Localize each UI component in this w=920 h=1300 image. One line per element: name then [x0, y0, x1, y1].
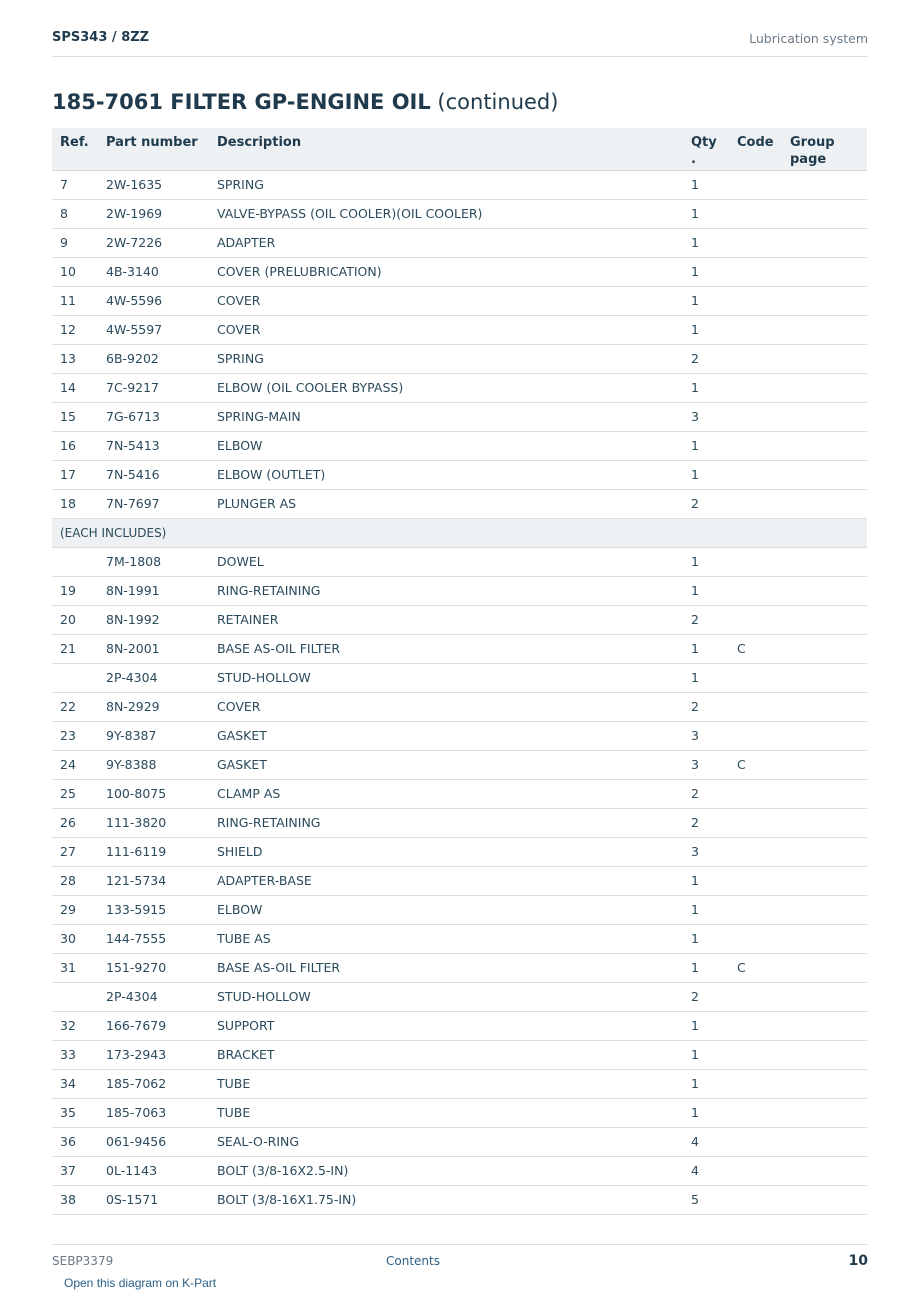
table-row	[52, 634, 867, 663]
ref-cell: 33	[52, 1040, 98, 1069]
ref-cell: 14	[52, 373, 98, 402]
group-page-cell	[782, 692, 867, 721]
description-cell: BASE AS-OIL FILTER	[209, 634, 683, 663]
qty-cell: 2	[683, 489, 729, 518]
code-cell: C	[729, 750, 782, 779]
part-number-cell: 166-7679	[98, 1011, 209, 1040]
qty-cell: 1	[683, 431, 729, 460]
code-cell: C	[729, 634, 782, 663]
group-page-cell	[782, 1156, 867, 1185]
description-cell: TUBE AS	[209, 924, 683, 953]
qty-cell: 1	[683, 228, 729, 257]
code-cell	[729, 228, 782, 257]
description-cell: SPRING	[209, 170, 683, 199]
part-number-cell: 2W-1635	[98, 170, 209, 199]
description-cell: BASE AS-OIL FILTER	[209, 953, 683, 982]
group-page-cell	[782, 373, 867, 402]
qty-cell: 4	[683, 1156, 729, 1185]
ref-cell: 11	[52, 286, 98, 315]
table-row	[52, 286, 867, 315]
qty-cell: 2	[683, 982, 729, 1011]
description-cell: ELBOW	[209, 895, 683, 924]
column-header-code: Code	[729, 128, 782, 170]
part-number-cell: 8N-2001	[98, 634, 209, 663]
table-row	[52, 576, 867, 605]
group-page-cell	[782, 663, 867, 692]
ref-cell	[52, 663, 98, 692]
document-id: SPS343 / 8ZZ	[52, 30, 150, 45]
part-number-cell: 185-7062	[98, 1069, 209, 1098]
group-page-cell	[782, 866, 867, 895]
kpart-diagram-link[interactable]: Open this diagram on K-Part	[64, 1276, 217, 1290]
description-cell: TUBE	[209, 1098, 683, 1127]
qty-cell: 1	[683, 315, 729, 344]
part-number-cell: 111-3820	[98, 808, 209, 837]
ref-cell: 18	[52, 489, 98, 518]
code-cell	[729, 257, 782, 286]
code-cell	[729, 576, 782, 605]
part-number-cell: 133-5915	[98, 895, 209, 924]
description-cell: ELBOW (OUTLET)	[209, 460, 683, 489]
qty-cell: 4	[683, 1127, 729, 1156]
page-number: 10	[848, 1253, 868, 1269]
description-cell: BRACKET	[209, 1040, 683, 1069]
parts-table-body	[52, 170, 867, 1214]
group-page-cell	[782, 779, 867, 808]
table-row	[52, 315, 867, 344]
qty-cell: 3	[683, 837, 729, 866]
code-cell	[729, 489, 782, 518]
code-cell	[729, 605, 782, 634]
qty-cell: 1	[683, 1040, 729, 1069]
qty-cell: 1	[683, 924, 729, 953]
part-number-cell: 2P-4304	[98, 663, 209, 692]
table-row	[52, 1011, 867, 1040]
table-row	[52, 460, 867, 489]
parts-table	[52, 128, 867, 1215]
ref-cell: 13	[52, 344, 98, 373]
qty-cell: 1	[683, 634, 729, 663]
code-cell	[729, 1156, 782, 1185]
table-row	[52, 953, 867, 982]
title-part-name: 185-7061 FILTER GP-ENGINE OIL	[52, 90, 431, 114]
group-page-cell	[782, 634, 867, 663]
description-cell: RING-RETAINING	[209, 576, 683, 605]
group-page-cell	[782, 199, 867, 228]
qty-cell: 3	[683, 721, 729, 750]
part-number-cell: 111-6119	[98, 837, 209, 866]
group-page-cell	[782, 1011, 867, 1040]
part-number-cell: 173-2943	[98, 1040, 209, 1069]
description-cell: STUD-HOLLOW	[209, 663, 683, 692]
description-cell: GASKET	[209, 721, 683, 750]
code-cell	[729, 1098, 782, 1127]
code-cell	[729, 431, 782, 460]
table-row	[52, 1127, 867, 1156]
qty-cell: 1	[683, 460, 729, 489]
ref-cell: 19	[52, 576, 98, 605]
column-header-part-number: Part number	[98, 128, 209, 170]
qty-cell: 1	[683, 866, 729, 895]
description-cell: PLUNGER AS	[209, 489, 683, 518]
qty-cell: 2	[683, 344, 729, 373]
code-cell	[729, 721, 782, 750]
description-cell: SUPPORT	[209, 1011, 683, 1040]
description-cell: COVER	[209, 286, 683, 315]
qty-cell: 1	[683, 373, 729, 402]
part-number-cell: 7N-5413	[98, 431, 209, 460]
ref-cell: 24	[52, 750, 98, 779]
part-number-cell: 7N-7697	[98, 489, 209, 518]
group-page-cell	[782, 344, 867, 373]
table-row	[52, 431, 867, 460]
ref-cell: 38	[52, 1185, 98, 1214]
group-page-cell	[782, 228, 867, 257]
ref-cell: 28	[52, 866, 98, 895]
description-cell: ADAPTER-BASE	[209, 866, 683, 895]
table-row	[52, 1156, 867, 1185]
ref-cell: 15	[52, 402, 98, 431]
ref-cell: 16	[52, 431, 98, 460]
qty-cell: 3	[683, 402, 729, 431]
qty-cell: 3	[683, 750, 729, 779]
qty-cell: 1	[683, 286, 729, 315]
table-row	[52, 489, 867, 518]
group-label: (EACH INCLUDES)	[52, 518, 867, 547]
part-number-cell: 185-7063	[98, 1098, 209, 1127]
qty-cell: 2	[683, 605, 729, 634]
description-cell: DOWEL	[209, 547, 683, 576]
table-row	[52, 547, 867, 576]
ref-cell: 21	[52, 634, 98, 663]
code-cell	[729, 837, 782, 866]
ref-cell: 35	[52, 1098, 98, 1127]
title-suffix: (continued)	[430, 90, 559, 114]
column-header-ref: Ref.	[52, 128, 98, 170]
page-footer	[52, 1244, 868, 1275]
table-row	[52, 605, 867, 634]
description-cell: SPRING	[209, 344, 683, 373]
group-page-cell	[782, 257, 867, 286]
code-cell	[729, 402, 782, 431]
code-cell	[729, 199, 782, 228]
code-cell	[729, 866, 782, 895]
page-header	[52, 28, 868, 57]
group-page-cell	[782, 953, 867, 982]
part-number-cell: 144-7555	[98, 924, 209, 953]
part-number-cell: 0L-1143	[98, 1156, 209, 1185]
column-header-group-page: Group page	[782, 128, 867, 170]
table-row	[52, 663, 867, 692]
description-cell: COVER (PRELUBRICATION)	[209, 257, 683, 286]
contents-link[interactable]: Contents	[386, 1254, 440, 1268]
group-page-cell	[782, 605, 867, 634]
qty-cell: 1	[683, 1011, 729, 1040]
group-page-cell	[782, 460, 867, 489]
group-page-cell	[782, 431, 867, 460]
group-page-cell	[782, 576, 867, 605]
group-page-cell	[782, 1098, 867, 1127]
section-name: Lubrication system	[749, 31, 868, 46]
code-cell	[729, 170, 782, 199]
ref-cell: 29	[52, 895, 98, 924]
description-cell: GASKET	[209, 750, 683, 779]
qty-cell: 2	[683, 808, 729, 837]
part-number-cell: 0S-1571	[98, 1185, 209, 1214]
code-cell	[729, 547, 782, 576]
group-page-cell	[782, 315, 867, 344]
page-title	[52, 90, 558, 114]
group-page-cell	[782, 1040, 867, 1069]
description-cell: TUBE	[209, 1069, 683, 1098]
ref-cell: 31	[52, 953, 98, 982]
code-cell	[729, 1127, 782, 1156]
part-number-cell: 6B-9202	[98, 344, 209, 373]
code-cell	[729, 460, 782, 489]
code-cell: C	[729, 953, 782, 982]
qty-cell: 1	[683, 663, 729, 692]
table-row	[52, 344, 867, 373]
group-page-cell	[782, 170, 867, 199]
group-page-cell	[782, 837, 867, 866]
table-row	[52, 402, 867, 431]
code-cell	[729, 895, 782, 924]
ref-cell: 20	[52, 605, 98, 634]
qty-cell: 1	[683, 170, 729, 199]
description-cell: COVER	[209, 692, 683, 721]
part-number-cell: 7M-1808	[98, 547, 209, 576]
ref-cell: 26	[52, 808, 98, 837]
qty-cell: 1	[683, 895, 729, 924]
table-row	[52, 373, 867, 402]
ref-cell: 12	[52, 315, 98, 344]
part-number-cell: 061-9456	[98, 1127, 209, 1156]
table-row	[52, 257, 867, 286]
code-cell	[729, 779, 782, 808]
group-page-cell	[782, 1185, 867, 1214]
description-cell: COVER	[209, 315, 683, 344]
qty-cell: 1	[683, 1098, 729, 1127]
qty-cell: 2	[683, 692, 729, 721]
qty-cell: 1	[683, 199, 729, 228]
ref-cell: 37	[52, 1156, 98, 1185]
part-number-cell: 4W-5597	[98, 315, 209, 344]
group-page-cell	[782, 721, 867, 750]
table-row	[52, 721, 867, 750]
code-cell	[729, 344, 782, 373]
part-number-cell: 8N-1991	[98, 576, 209, 605]
part-number-cell: 8N-1992	[98, 605, 209, 634]
group-page-cell	[782, 895, 867, 924]
code-cell	[729, 286, 782, 315]
group-page-cell	[782, 924, 867, 953]
group-page-cell	[782, 547, 867, 576]
table-header-row	[52, 128, 867, 170]
table-row	[52, 866, 867, 895]
code-cell	[729, 982, 782, 1011]
part-number-cell: 4W-5596	[98, 286, 209, 315]
code-cell	[729, 1185, 782, 1214]
table-row	[52, 1040, 867, 1069]
qty-cell: 1	[683, 547, 729, 576]
code-cell	[729, 692, 782, 721]
ref-cell	[52, 982, 98, 1011]
qty-cell: 1	[683, 257, 729, 286]
part-number-cell: 151-9270	[98, 953, 209, 982]
code-cell	[729, 1040, 782, 1069]
table-row	[52, 199, 867, 228]
description-cell: ADAPTER	[209, 228, 683, 257]
description-cell: STUD-HOLLOW	[209, 982, 683, 1011]
ref-cell: 25	[52, 779, 98, 808]
ref-cell: 17	[52, 460, 98, 489]
code-cell	[729, 924, 782, 953]
table-row	[52, 895, 867, 924]
code-cell	[729, 1069, 782, 1098]
table-row	[52, 692, 867, 721]
description-cell: CLAMP AS	[209, 779, 683, 808]
group-page-cell	[782, 1069, 867, 1098]
code-cell	[729, 315, 782, 344]
table-row	[52, 750, 867, 779]
part-number-cell: 7G-6713	[98, 402, 209, 431]
qty-cell: 1	[683, 953, 729, 982]
part-number-cell: 7N-5416	[98, 460, 209, 489]
ref-cell: 9	[52, 228, 98, 257]
table-row	[52, 170, 867, 199]
column-header-qty: Qty .	[683, 128, 729, 170]
description-cell: SHIELD	[209, 837, 683, 866]
description-cell: BOLT (3/8-16X2.5-IN)	[209, 1156, 683, 1185]
part-number-cell: 7C-9217	[98, 373, 209, 402]
group-page-cell	[782, 982, 867, 1011]
table-row	[52, 228, 867, 257]
part-number-cell: 8N-2929	[98, 692, 209, 721]
description-cell: ELBOW (OIL COOLER BYPASS)	[209, 373, 683, 402]
group-row	[52, 518, 867, 547]
ref-cell: 34	[52, 1069, 98, 1098]
ref-cell: 30	[52, 924, 98, 953]
qty-cell: 5	[683, 1185, 729, 1214]
group-page-cell	[782, 1127, 867, 1156]
part-number-cell: 100-8075	[98, 779, 209, 808]
qty-cell: 1	[683, 1069, 729, 1098]
code-cell	[729, 808, 782, 837]
publication-number: SEBP3379	[52, 1254, 114, 1268]
ref-cell: 36	[52, 1127, 98, 1156]
description-cell: VALVE-BYPASS (OIL COOLER)(OIL COOLER)	[209, 199, 683, 228]
column-header-description: Description	[209, 128, 683, 170]
ref-cell: 10	[52, 257, 98, 286]
description-cell: SPRING-MAIN	[209, 402, 683, 431]
table-row	[52, 1185, 867, 1214]
qty-cell: 2	[683, 779, 729, 808]
group-page-cell	[782, 286, 867, 315]
description-cell: SEAL-O-RING	[209, 1127, 683, 1156]
table-row	[52, 837, 867, 866]
ref-cell: 32	[52, 1011, 98, 1040]
group-page-cell	[782, 402, 867, 431]
table-row	[52, 982, 867, 1011]
table-row	[52, 924, 867, 953]
ref-cell	[52, 547, 98, 576]
description-cell: RETAINER	[209, 605, 683, 634]
table-row	[52, 779, 867, 808]
qty-cell: 1	[683, 576, 729, 605]
part-number-cell: 4B-3140	[98, 257, 209, 286]
code-cell	[729, 373, 782, 402]
ref-cell: 27	[52, 837, 98, 866]
group-page-cell	[782, 489, 867, 518]
table-row	[52, 808, 867, 837]
ref-cell: 8	[52, 199, 98, 228]
table-row	[52, 1069, 867, 1098]
part-number-cell: 2W-1969	[98, 199, 209, 228]
part-number-cell: 9Y-8387	[98, 721, 209, 750]
description-cell: ELBOW	[209, 431, 683, 460]
ref-cell: 23	[52, 721, 98, 750]
description-cell: BOLT (3/8-16X1.75-IN)	[209, 1185, 683, 1214]
part-number-cell: 121-5734	[98, 866, 209, 895]
ref-cell: 22	[52, 692, 98, 721]
group-page-cell	[782, 750, 867, 779]
table-row	[52, 1098, 867, 1127]
part-number-cell: 2W-7226	[98, 228, 209, 257]
code-cell	[729, 1011, 782, 1040]
group-page-cell	[782, 808, 867, 837]
part-number-cell: 2P-4304	[98, 982, 209, 1011]
ref-cell: 7	[52, 170, 98, 199]
description-cell: RING-RETAINING	[209, 808, 683, 837]
code-cell	[729, 663, 782, 692]
part-number-cell: 9Y-8388	[98, 750, 209, 779]
